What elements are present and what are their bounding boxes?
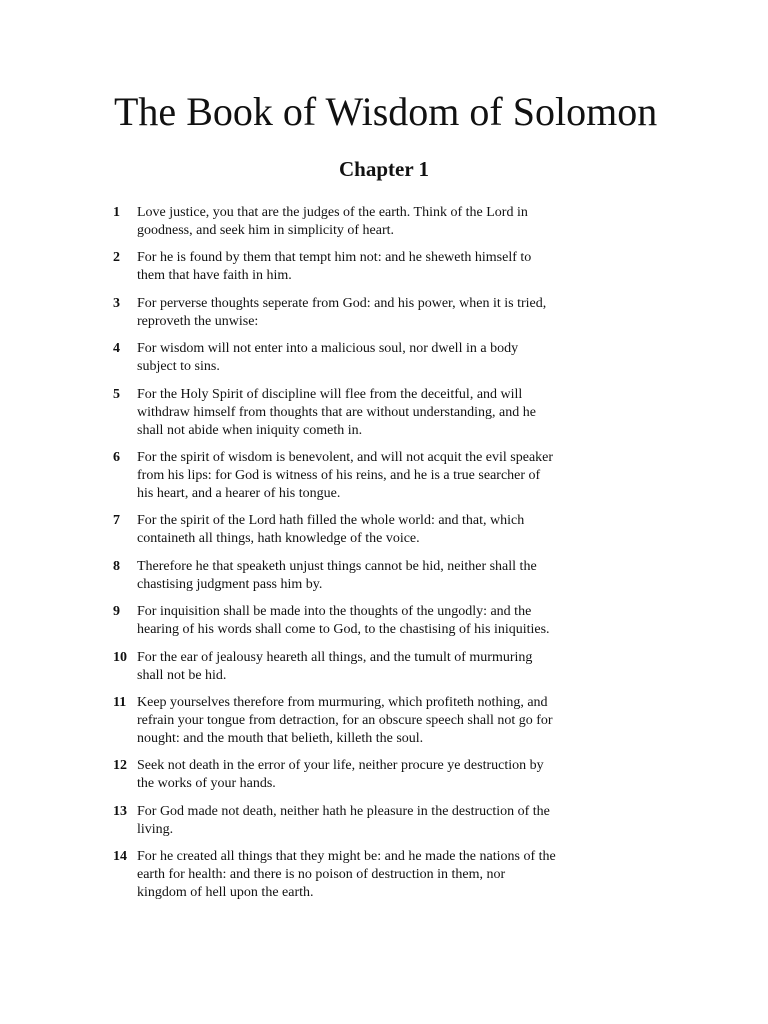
verse-line: shall not abide when iniquity cometh in. bbox=[137, 422, 363, 438]
verse-line: withdraw himself from thoughts that are without understanding, and he bbox=[137, 404, 536, 420]
verse-text bbox=[137, 295, 593, 331]
verse-item bbox=[113, 340, 593, 376]
verse-line: from his lips: for God is witness of his reins, and he is a true searcher of bbox=[137, 467, 541, 483]
verse-list bbox=[113, 204, 593, 911]
verse-line: For he created all things that they might be: and he made the nations of the bbox=[137, 849, 556, 865]
verse-number: 10 bbox=[113, 649, 127, 665]
verse-line: Seek not death in the error of your life, neither procure ye destruction by bbox=[137, 758, 544, 774]
verse-line: living. bbox=[137, 821, 174, 837]
verse-number: 1 bbox=[113, 205, 120, 220]
verse-text bbox=[137, 694, 593, 748]
verse-item bbox=[113, 512, 593, 548]
verse-line: Keep yourselves therefore from murmuring, which profiteth nothing, and bbox=[137, 694, 548, 710]
verse-line: reproveth the unwise: bbox=[137, 313, 259, 329]
verse-item bbox=[113, 603, 593, 639]
verse-line: chastising judgment pass him by. bbox=[137, 576, 323, 592]
verse-line: For the ear of jealousy heareth all things, and the tumult of murmuring bbox=[137, 649, 533, 665]
verse-line: nought: and the mouth that belieth, killeth the soul. bbox=[137, 730, 424, 746]
verse-line: For perverse thoughts seperate from God: and his power, when it is tried, bbox=[137, 295, 547, 311]
verse-number: 7 bbox=[113, 513, 120, 529]
verse-text bbox=[137, 757, 593, 793]
verse-line: For God made not death, neither hath he pleasure in the destruction of the bbox=[137, 803, 550, 819]
book-title: The Book of Wisdom of Solomon bbox=[114, 89, 658, 134]
verse-line: subject to sins. bbox=[137, 359, 220, 375]
verse-text bbox=[137, 803, 593, 839]
verse-line: For inquisition shall be made into the thoughts of the ungodly: and the bbox=[137, 604, 532, 620]
verse-number: 2 bbox=[113, 250, 120, 266]
verse-line: For he is found by them that tempt him not: and he sheweth himself to bbox=[137, 250, 532, 266]
verse-text bbox=[137, 340, 593, 376]
verse-line: kingdom of hell upon the earth. bbox=[137, 885, 314, 901]
verse-number: 8 bbox=[113, 558, 120, 574]
verse-line: containeth all things, hath knowledge of the voice. bbox=[137, 531, 420, 547]
verse-item bbox=[113, 649, 593, 685]
verse-text bbox=[137, 512, 593, 548]
verse-line: For the spirit of the Lord hath filled the whole world: and that, which bbox=[137, 513, 525, 529]
verse-number: 13 bbox=[113, 803, 127, 819]
verse-line: hearing of his words shall come to God, to the chastising of his iniquities. bbox=[137, 622, 550, 638]
verse-number: 11 bbox=[113, 694, 127, 710]
verse-item bbox=[113, 249, 593, 285]
verse-line: earth for health: and there is no poison of destruction in them, nor bbox=[137, 867, 506, 883]
verse-text bbox=[137, 603, 593, 639]
verse-item bbox=[113, 757, 593, 793]
verse-line: refrain your tongue from detraction, for an obscure speech shall not go for bbox=[137, 712, 553, 728]
verse-text bbox=[137, 249, 593, 285]
verse-number: 4 bbox=[113, 341, 120, 357]
verse-item bbox=[113, 694, 593, 748]
verse-line: Love justice, you that are the judges of the earth. Think of the Lord in bbox=[137, 205, 528, 220]
verse-number: 9 bbox=[113, 604, 120, 620]
verse-item bbox=[113, 848, 593, 902]
verse-text bbox=[137, 649, 593, 685]
chapter-title: Chapter 1 bbox=[338, 157, 430, 181]
verse-item bbox=[113, 204, 593, 240]
verse-item bbox=[113, 558, 593, 594]
verse-text bbox=[137, 449, 593, 503]
verse-number: 6 bbox=[113, 449, 120, 465]
verse-item bbox=[113, 386, 593, 440]
verse-line: goodness, and seek him in simplicity of heart. bbox=[137, 223, 395, 238]
verse-text bbox=[137, 848, 593, 902]
verse-line: Therefore he that speaketh unjust things cannot be hid, neither shall the bbox=[137, 558, 537, 574]
verse-item bbox=[113, 449, 593, 503]
verse-line: his heart, and a hearer of his tongue. bbox=[137, 485, 341, 501]
verse-number: 5 bbox=[113, 386, 120, 402]
verse-number: 12 bbox=[113, 758, 127, 774]
verse-text bbox=[137, 386, 593, 440]
verse-number: 3 bbox=[113, 295, 120, 311]
verse-line: For the spirit of wisdom is benevolent, and will not acquit the evil speaker bbox=[137, 449, 554, 465]
verse-line: the works of your hands. bbox=[137, 776, 276, 792]
verse-line: For wisdom will not enter into a malicious soul, nor dwell in a body bbox=[137, 341, 519, 357]
verse-item bbox=[113, 803, 593, 839]
verse-line: shall not be hid. bbox=[137, 667, 227, 683]
verse-item bbox=[113, 295, 593, 331]
verse-line: them that have faith in him. bbox=[137, 268, 292, 284]
verse-number: 14 bbox=[113, 849, 127, 865]
verse-text bbox=[137, 204, 593, 240]
verse-line: For the Holy Spirit of discipline will flee from the deceitful, and will bbox=[137, 386, 523, 402]
verse-text bbox=[137, 558, 593, 594]
